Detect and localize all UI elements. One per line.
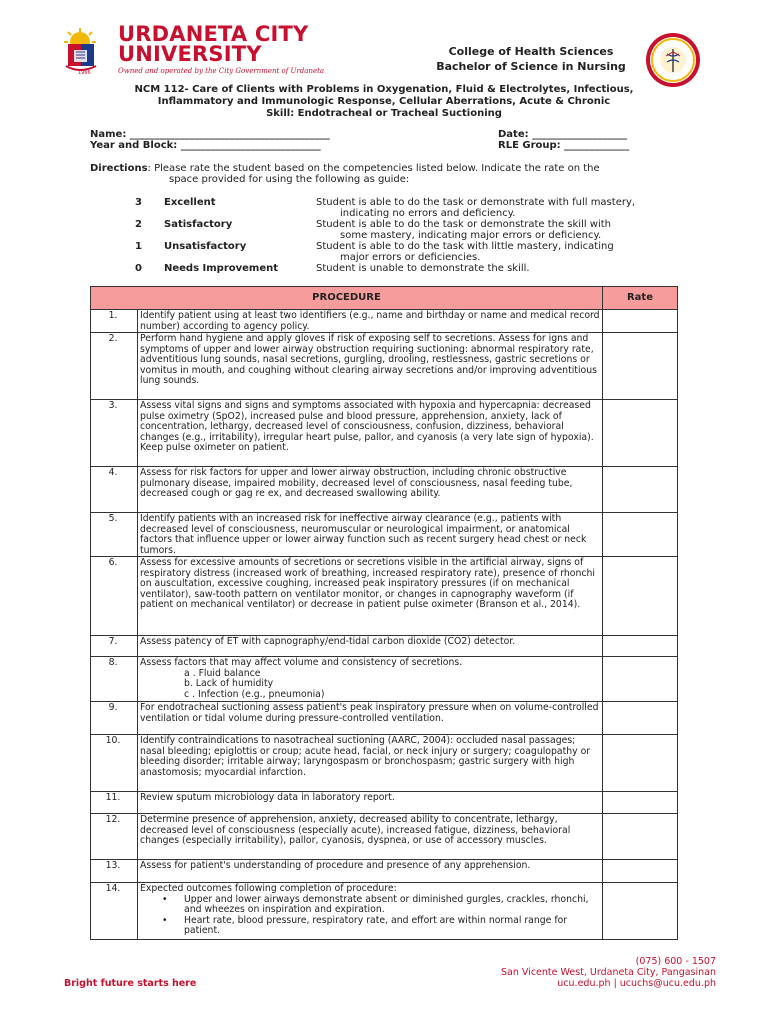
scale-desc-cont: some mastery, indicating major errors or deficiency. — [340, 230, 602, 241]
table-row — [91, 860, 678, 883]
step-text: Identify contraindications to nasotracheal suctioning (AARC, 2004): occluded nasal passages; nasal bleeding; epiglottis or croup; acute head, facial, or neck injury or surgery; coagulopathy or bleeding disorder; irritable airway; laryngospasm or bronchospasm; gastric surgery with high anastomosis; myocardial infarction. — [138, 735, 603, 792]
skill-title: Skill: Endotracheal or Tracheal Suctioning — [266, 108, 502, 119]
footer-tagline: Bright future starts here — [64, 978, 197, 989]
rate-cell[interactable] — [603, 814, 678, 860]
outcome-item — [162, 893, 600, 916]
college-seal — [645, 32, 701, 88]
founding-year: 1966 — [78, 70, 91, 76]
brand-line-1: URDANETA CITY — [118, 22, 309, 46]
college-name: College of Health Sciences — [448, 45, 614, 58]
step-number: 2. — [91, 333, 138, 400]
scale-value: 2 — [135, 219, 142, 230]
scale-value: 3 — [135, 197, 142, 208]
table-row — [91, 883, 678, 940]
contact-address: San Vicente West, Urdaneta City, Pangasinan — [501, 967, 716, 978]
directions-text-1: : Please rate the student based on the competencies listed below. Indicate the rate on the — [147, 163, 600, 174]
step-number: 12. — [91, 814, 138, 860]
rate-cell[interactable] — [603, 860, 678, 883]
university-name — [118, 24, 308, 64]
contact-phone: (075) 600 - 1507 — [635, 956, 716, 967]
step-text: Identify patient using at least two identifiers (e.g., name and birthday or name and medical record number) according to agency policy. — [138, 310, 603, 333]
step-number: 8. — [91, 657, 138, 702]
rating-scale — [130, 197, 690, 275]
procedure-table — [90, 286, 678, 940]
student-info-fields — [90, 129, 690, 151]
table-row — [91, 814, 678, 860]
step-number: 6. — [91, 557, 138, 636]
scale-name: Excellent — [164, 197, 216, 208]
rate-cell[interactable] — [603, 735, 678, 792]
table-row — [91, 310, 678, 333]
scale-desc: Student is able to do the task or demonstrate the skill with — [316, 219, 612, 230]
rate-cell[interactable] — [603, 557, 678, 636]
table-row — [91, 400, 678, 467]
step-text: Assess patency of ET with capnography/end-tidal carbon dioxide (CO2) detector. — [138, 636, 603, 657]
contact-info — [501, 956, 716, 989]
step-text: Review sputum microbiology data in laboratory report. — [138, 792, 603, 814]
procedure-column-header: PROCEDURE — [91, 287, 603, 310]
step-number: 11. — [91, 792, 138, 814]
scale-name: Satisfactory — [164, 219, 233, 230]
table-row — [91, 657, 678, 702]
step-text: Assess for patient's understanding of procedure and presence of any apprehension. — [138, 860, 603, 883]
step-number: 3. — [91, 400, 138, 467]
step-number: 9. — [91, 702, 138, 735]
course-title-line-2: Inflammatory and Immunologic Response, Cellular Aberrations, Acute & Chronic — [157, 96, 611, 107]
directions-text-2: space provided for using the following as guide: — [169, 174, 410, 185]
table-header-row — [91, 287, 678, 310]
step-text: Determine presence of apprehension, anxiety, decreased ability to concentrate, lethargy, decreased level of consciousness (especially acute), increased fatigue, dizziness, behavioral changes (especially irritability), pallor, cyanosis, dyspnea, or use of accessory muscles. — [138, 814, 603, 860]
rate-cell[interactable] — [603, 513, 678, 557]
sub-item: b. Lack of humidity — [184, 678, 274, 689]
rle-group-field[interactable]: RLE Group: _____________ — [498, 140, 630, 151]
step-text: Assess factors that may affect volume and consistency of secretions. — [140, 657, 463, 668]
step-text: Assess for excessive amounts of secretions or secretions visible in the artificial airway, signs of respiratory distress (increased work of breathing, increased respiratory rate), presence of rhonchi on auscultation, excessive coughing, increased peak inspiratory pressures (if on mechanical ventilator), saw-tooth pattern on ventilator monitor, or changes in capnography waveform (if patient on mechanical ventilator) or decrease in patient pulse oximeter (Branson et al., 2014). — [138, 557, 603, 636]
table-row — [91, 467, 678, 513]
step-number: 1. — [91, 310, 138, 333]
step-text: Perform hand hygiene and apply gloves if risk of exposing self to secretions. Assess for igns and symptoms of upper and lower airway obstruction requiring suctioning: abnormal respiratory rate, adventitious lung sounds, nasal secretions, gurgling, drooling, restlessness, gastric secretions or vomitus in mouth, and coughing without clearing airway secretions and/or improving adventitious lung sounds. — [138, 333, 603, 400]
brand-tagline: Owned and operated by the City Government of Urdaneta — [118, 67, 325, 75]
scale-row — [130, 219, 690, 241]
bullet-icon: • — [162, 914, 168, 926]
scale-desc: Student is able to do the task or demonstrate with full mastery, — [316, 197, 636, 208]
outcome-item — [162, 914, 600, 937]
table-row — [91, 735, 678, 792]
scale-name: Unsatisfactory — [164, 241, 247, 252]
outcome-list — [140, 895, 600, 937]
table-row — [91, 636, 678, 657]
rate-cell[interactable] — [603, 792, 678, 814]
scale-row — [130, 241, 690, 263]
step-text-cell — [138, 657, 603, 702]
step-number: 7. — [91, 636, 138, 657]
directions — [90, 163, 690, 185]
step-number: 5. — [91, 513, 138, 557]
rate-cell[interactable] — [603, 657, 678, 702]
step-number: 13. — [91, 860, 138, 883]
program-name: Bachelor of Science in Nursing — [436, 60, 626, 73]
contact-web-email[interactable]: ucu.edu.ph | ucuchs@ucu.edu.ph — [557, 978, 716, 989]
step-number: 10. — [91, 735, 138, 792]
course-title — [90, 84, 678, 120]
scale-name: Needs Improvement — [164, 263, 279, 274]
rate-column-header: Rate — [603, 287, 678, 310]
step-text: Expected outcomes following completion of procedure: — [140, 883, 397, 894]
scale-desc: Student is able to do the task with little mastery, indicating — [316, 241, 614, 252]
rate-cell[interactable] — [603, 636, 678, 657]
rate-cell[interactable] — [603, 400, 678, 467]
table-row — [91, 557, 678, 636]
rate-cell[interactable] — [603, 310, 678, 333]
rate-cell[interactable] — [603, 333, 678, 400]
college-heading — [400, 44, 662, 74]
table-row — [91, 333, 678, 400]
outcome-text: Heart rate, blood pressure, respiratory rate, and effort are within normal range for patient. — [184, 914, 568, 936]
scale-desc-cont: major errors or deficiencies. — [340, 252, 481, 263]
step-text: Assess for risk factors for upper and lower airway obstruction, including chronic obstructive pulmonary disease, impaired mobility, decreased level of consciousness, nasal feeding tube, decreased cough or gag re ex, and decreased swallowing ability. — [138, 467, 603, 513]
scale-desc: Student is unable to demonstrate the skill. — [316, 263, 530, 274]
brand-line-2: UNIVERSITY — [118, 42, 262, 66]
name-field[interactable]: Name: ________________________________________ — [90, 129, 330, 140]
scale-value: 1 — [135, 241, 142, 252]
scale-row — [130, 263, 690, 275]
directions-label: Directions — [90, 163, 148, 174]
step-text: Assess vital signs and signs and symptoms associated with hypoxia and hypercapnia: decreased pulse oximetry (SpO2), increased pulse and blood pressure, apprehension, anxiety, lack of concentration, lethargy, decreased level of consciousness, confusion, dizziness, behavioral changes (e.g., irritability), irregular heart pulse, pallor, and cyanosis (a very late sign of hypoxia). Keep pulse oximeter on patient. — [138, 400, 603, 467]
scale-value: 0 — [135, 263, 142, 274]
table-row — [91, 792, 678, 814]
course-title-line-1: NCM 112- Care of Clients with Problems in Oxygenation, Fluid & Electrolytes, Infectious, — [134, 84, 634, 95]
date-field[interactable]: Date: ___________________ — [498, 129, 628, 140]
rate-cell[interactable] — [603, 702, 678, 735]
step-text-cell — [138, 883, 603, 940]
outcome-text: Upper and lower airways demonstrate absent or diminished gurgles, crackles, rhonchi, and wheezes on inspiration and expiration. — [184, 893, 589, 915]
step-text: Identify patients with an increased risk for ineffective airway clearance (e.g., patients with decreased level of consciousness, neuromuscular or neurological impairment, or anatomical factors that influence upper or lower airway function such as recent surgery head chest or neck tumors. — [138, 513, 603, 557]
rate-cell[interactable] — [603, 883, 678, 940]
year-block-field[interactable]: Year and Block: ____________________________ — [90, 140, 321, 151]
step-text: For endotracheal suctioning assess patient's peak inspiratory pressure when on volume-controlled ventilation or tidal volume during pressure-controlled ventilation. — [138, 702, 603, 735]
table-row — [91, 702, 678, 735]
sub-item: c . Infection (e.g., pneumonia) — [184, 688, 325, 700]
scale-row — [130, 197, 690, 219]
bullet-icon: • — [162, 893, 168, 905]
table-row — [91, 513, 678, 557]
rate-cell[interactable] — [603, 467, 678, 513]
scale-desc-cont: indicating no errors and deficiency. — [340, 208, 516, 219]
sub-item: a . Fluid balance — [184, 667, 261, 679]
step-number: 14. — [91, 883, 138, 940]
step-number: 4. — [91, 467, 138, 513]
